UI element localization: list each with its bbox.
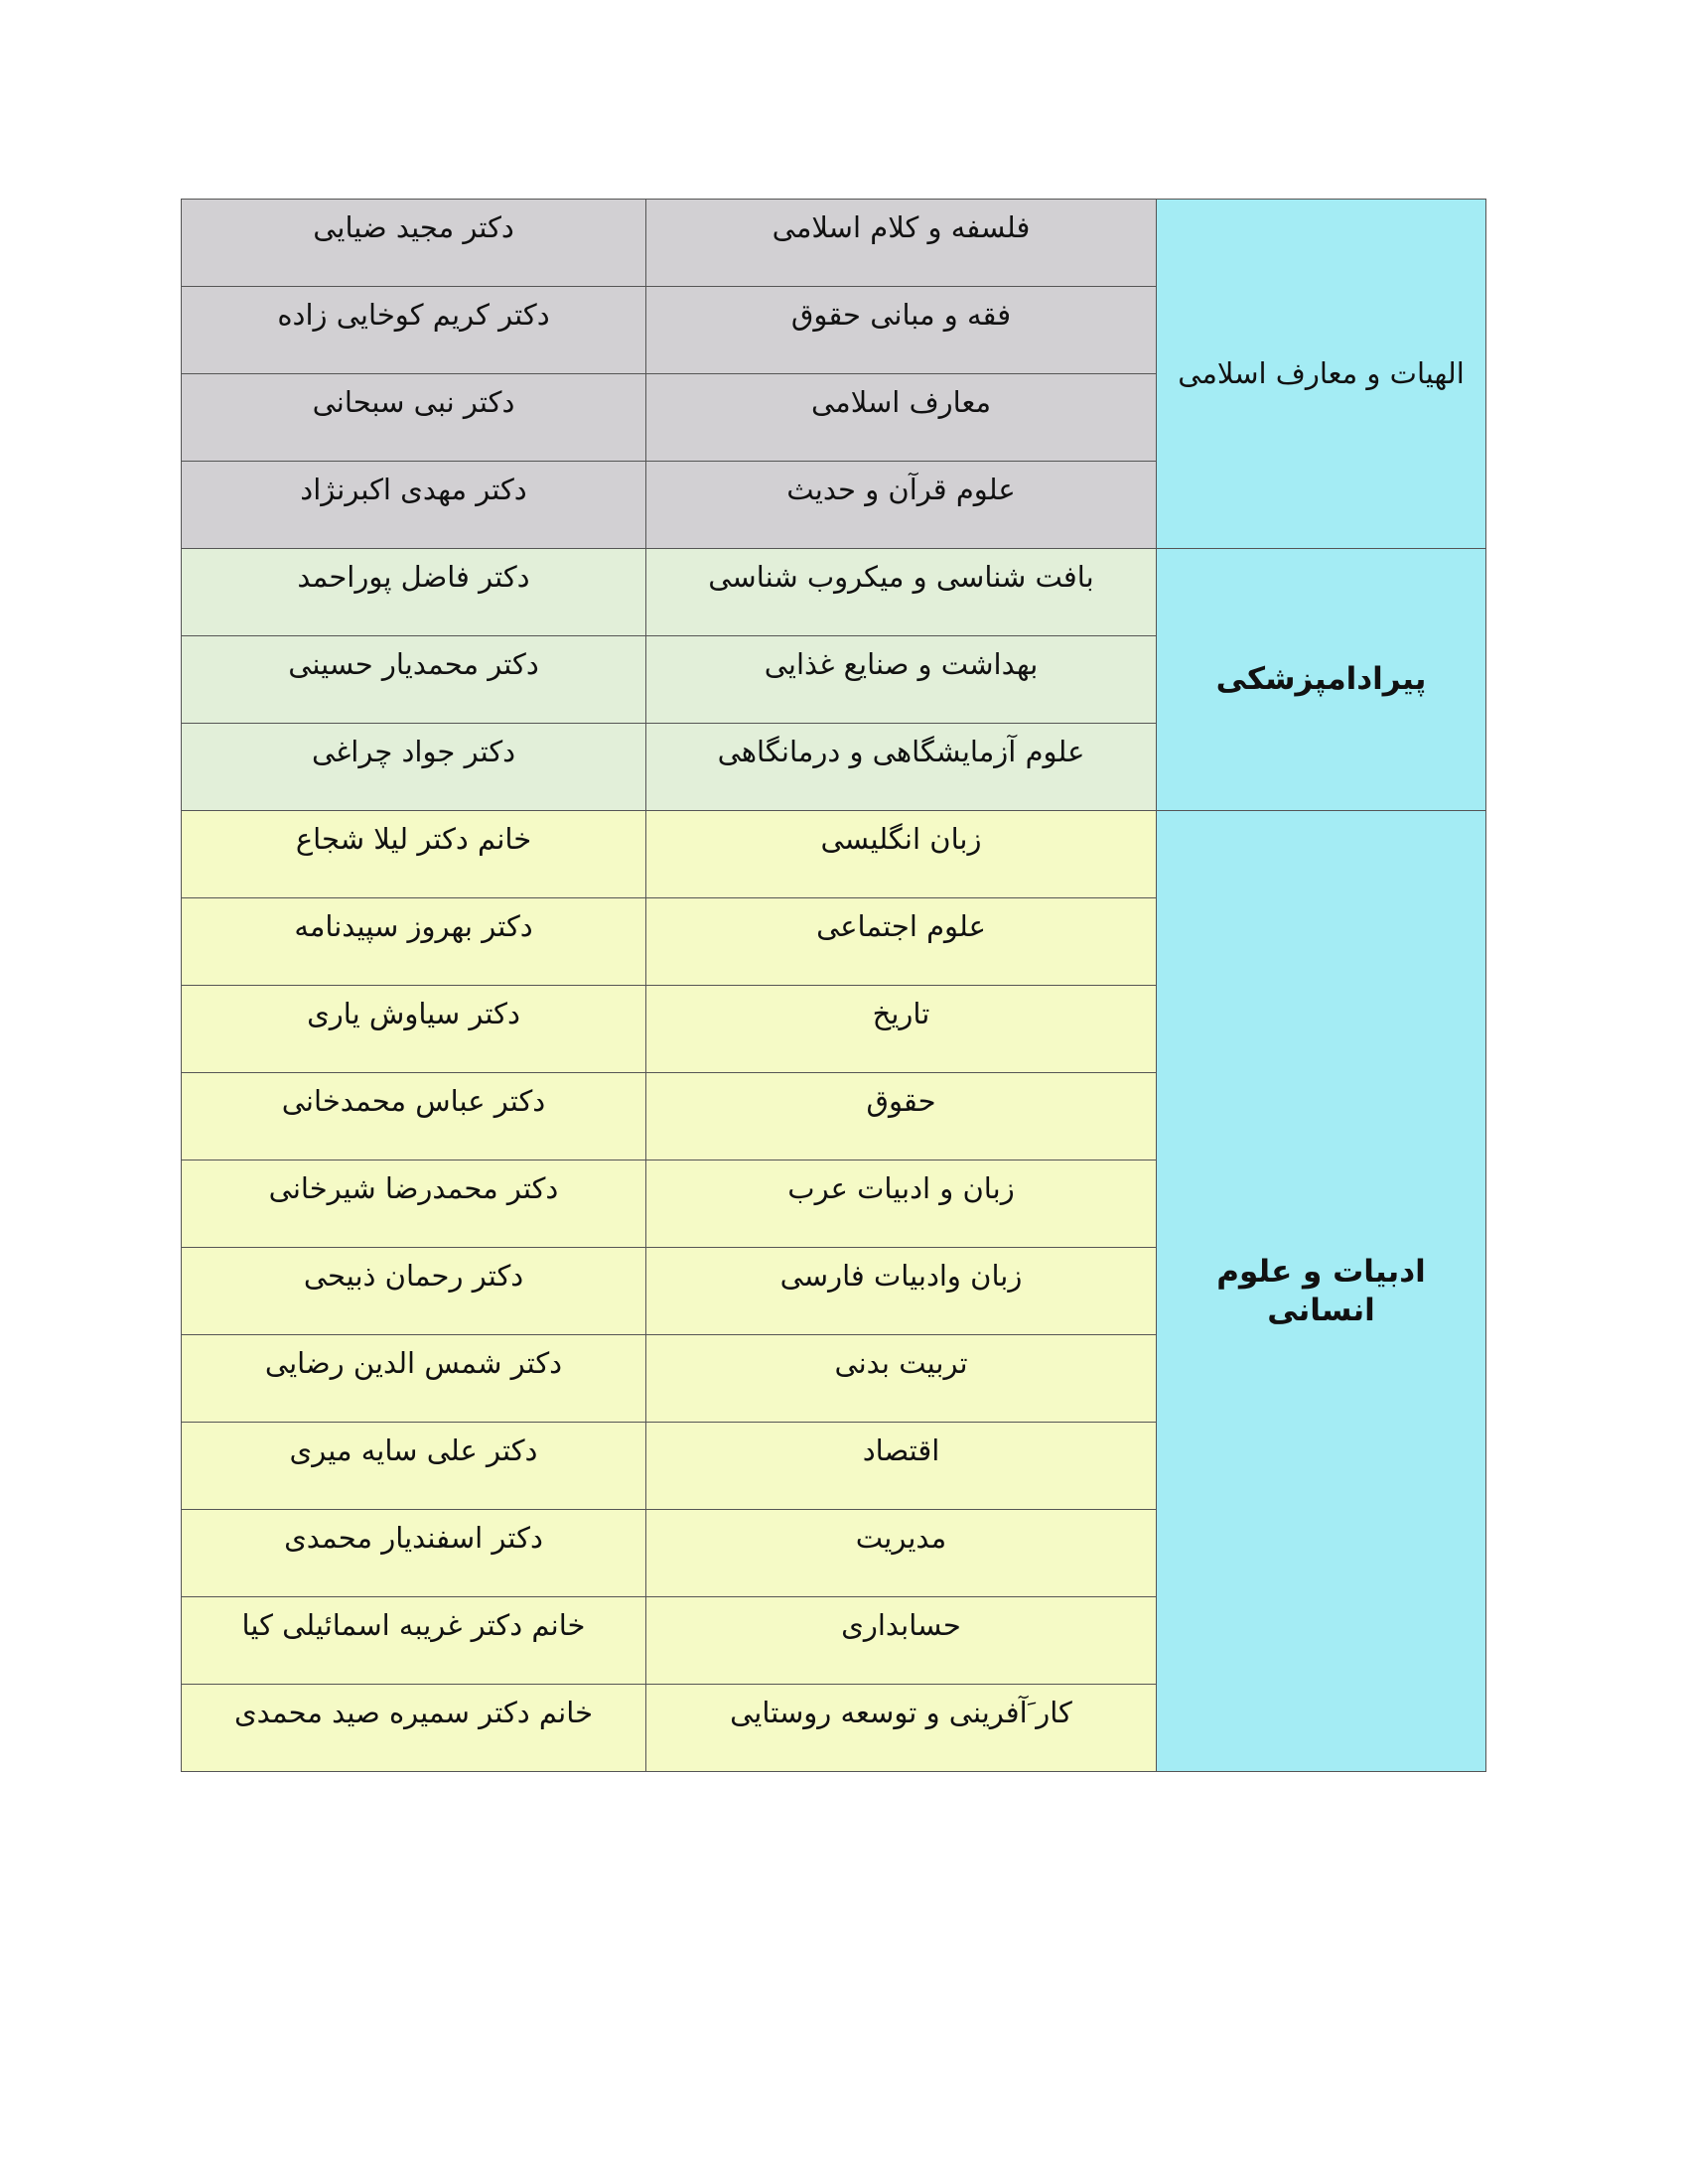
person-cell: دکتر رحمان ذبیحی xyxy=(182,1248,646,1335)
person-cell: خانم دکتر غریبه اسمائیلی کیا xyxy=(182,1597,646,1685)
person-cell: دکتر عباس محمدخانی xyxy=(182,1073,646,1160)
person-cell: دکتر محمدرضا شیرخانی xyxy=(182,1160,646,1248)
field-cell: زبان وادبیات فارسی xyxy=(646,1248,1157,1335)
group-name-cell: ادبیات و علوم انسانی xyxy=(1157,811,1486,1772)
field-cell: کار َآفرینی و توسعه روستایی xyxy=(646,1685,1157,1772)
field-cell: بهداشت و صنایع غذایی xyxy=(646,636,1157,724)
person-cell: دکتر شمس الدین رضایی xyxy=(182,1335,646,1423)
person-cell: دکتر مهدی اکبرنژاد xyxy=(182,462,646,549)
document-page xyxy=(181,199,1485,1772)
table-row xyxy=(182,811,1486,898)
person-cell: دکتر مجید ضیایی xyxy=(182,200,646,287)
group-name-cell: پیرادامپزشکی xyxy=(1157,549,1486,811)
field-cell: زبان و ادبیات عرب xyxy=(646,1160,1157,1248)
person-cell: دکتر بهروز سپیدنامه xyxy=(182,898,646,986)
field-cell: حسابداری xyxy=(646,1597,1157,1685)
field-cell: معارف اسلامی xyxy=(646,374,1157,462)
person-cell: دکتر سیاوش یاری xyxy=(182,986,646,1073)
field-cell: علوم آزمایشگاهی و درمانگاهی xyxy=(646,724,1157,811)
person-cell: دکتر کریم کوخایی زاده xyxy=(182,287,646,374)
field-cell: فقه و مبانی حقوق xyxy=(646,287,1157,374)
field-cell: فلسفه و کلام اسلامی xyxy=(646,200,1157,287)
field-cell: تربیت بدنی xyxy=(646,1335,1157,1423)
field-cell: زبان انگلیسی xyxy=(646,811,1157,898)
table-row xyxy=(182,549,1486,636)
person-cell: خانم دکتر لیلا شجاع xyxy=(182,811,646,898)
table-body xyxy=(182,200,1486,1772)
person-cell: دکتر جواد چراغی xyxy=(182,724,646,811)
field-cell: حقوق xyxy=(646,1073,1157,1160)
field-cell: تاریخ xyxy=(646,986,1157,1073)
person-cell: دکتر نبی سبحانی xyxy=(182,374,646,462)
group-name-cell: الهیات و معارف اسلامی xyxy=(1157,200,1486,549)
field-cell: مدیریت xyxy=(646,1510,1157,1597)
person-cell: دکتر محمدیار حسینی xyxy=(182,636,646,724)
table-row xyxy=(182,200,1486,287)
field-cell: علوم اجتماعی xyxy=(646,898,1157,986)
faculty-table xyxy=(181,199,1486,1772)
person-cell: دکتر فاضل پوراحمد xyxy=(182,549,646,636)
field-cell: اقتصاد xyxy=(646,1423,1157,1510)
field-cell: بافت شناسی و میکروب شناسی xyxy=(646,549,1157,636)
field-cell: علوم قرآن و حدیث xyxy=(646,462,1157,549)
person-cell: دکتر اسفندیار محمدی xyxy=(182,1510,646,1597)
person-cell: خانم دکتر سمیره صید محمدی xyxy=(182,1685,646,1772)
person-cell: دکتر علی سایه میری xyxy=(182,1423,646,1510)
